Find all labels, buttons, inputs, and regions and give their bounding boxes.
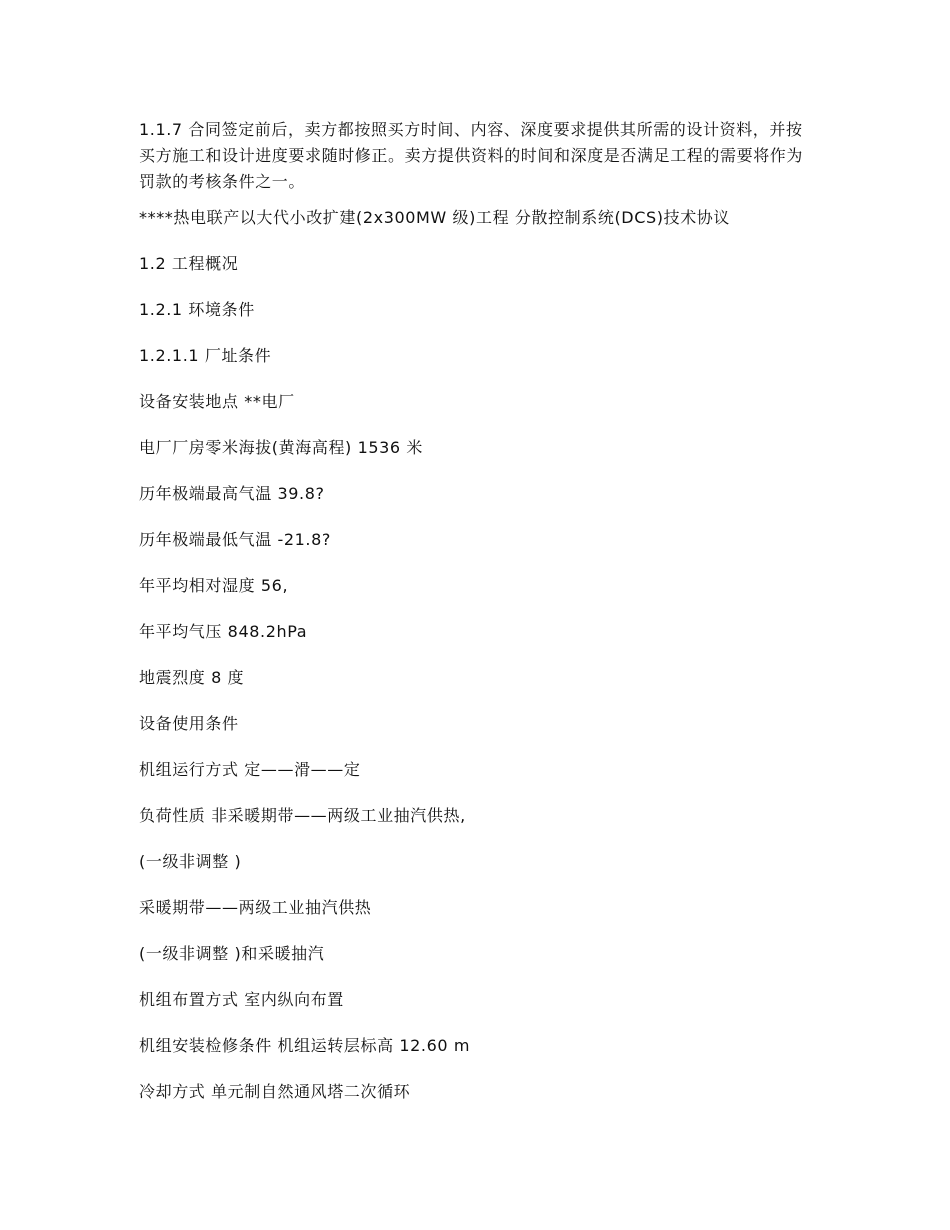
text-line-install-site: 设备安装地点 **电厂 [139, 392, 295, 411]
text-line-pressure: 年平均气压 848.2hPa [139, 622, 308, 641]
text-line-max-temp: 历年极端最高气温 39.8? [139, 484, 325, 503]
document-body [139, 117, 811, 1127]
text-line-altitude: 电厂厂房零米海拔(黄海高程) 1536 米 [139, 438, 423, 457]
text-line-cooling: 冷却方式 单元制自然通风塔二次循环 [139, 1082, 411, 1101]
text-line-usage-conditions: 设备使用条件 [139, 714, 239, 733]
section-heading-1-2-1: 1.2.1 环境条件 [139, 300, 255, 319]
section-heading-1-2: 1.2 工程概况 [139, 254, 239, 273]
document-title-line: ****热电联产以大代小改扩建(2x300MW 级)工程 分散控制系统(DCS)技术协议 [139, 208, 731, 227]
intro-paragraph: 1.1.7 合同签定前后，卖方都按照买方时间、内容、深度要求提供其所需的设计资料，并按买方施工和设计进度要求随时修正。卖方提供资料的时间和深度是否满足工程的需要将作为罚款的考核条件之一。 [139, 120, 804, 191]
text-line-operation-mode: 机组运行方式 定——滑——定 [139, 760, 361, 779]
section-heading-1-2-1-1: 1.2.1.1 厂址条件 [139, 346, 272, 365]
text-line-layout: 机组布置方式 室内纵向布置 [139, 990, 344, 1009]
text-line-seismic: 地震烈度 8 度 [139, 668, 245, 687]
text-line-maintenance: 机组安装检修条件 机组运转层标高 12.60 m [139, 1036, 471, 1055]
text-line-non-regulated-1: (一级非调整 ) [139, 852, 242, 871]
text-line-non-regulated-2: (一级非调整 )和采暖抽汽 [139, 944, 325, 963]
text-line-load-nature: 负荷性质 非采暖期带——两级工业抽汽供热, [139, 806, 466, 825]
text-line-humidity: 年平均相对湿度 56, [139, 576, 289, 595]
text-line-heating-period: 采暖期带——两级工业抽汽供热 [139, 898, 372, 917]
text-line-min-temp: 历年极端最低气温 -21.8? [139, 530, 331, 549]
